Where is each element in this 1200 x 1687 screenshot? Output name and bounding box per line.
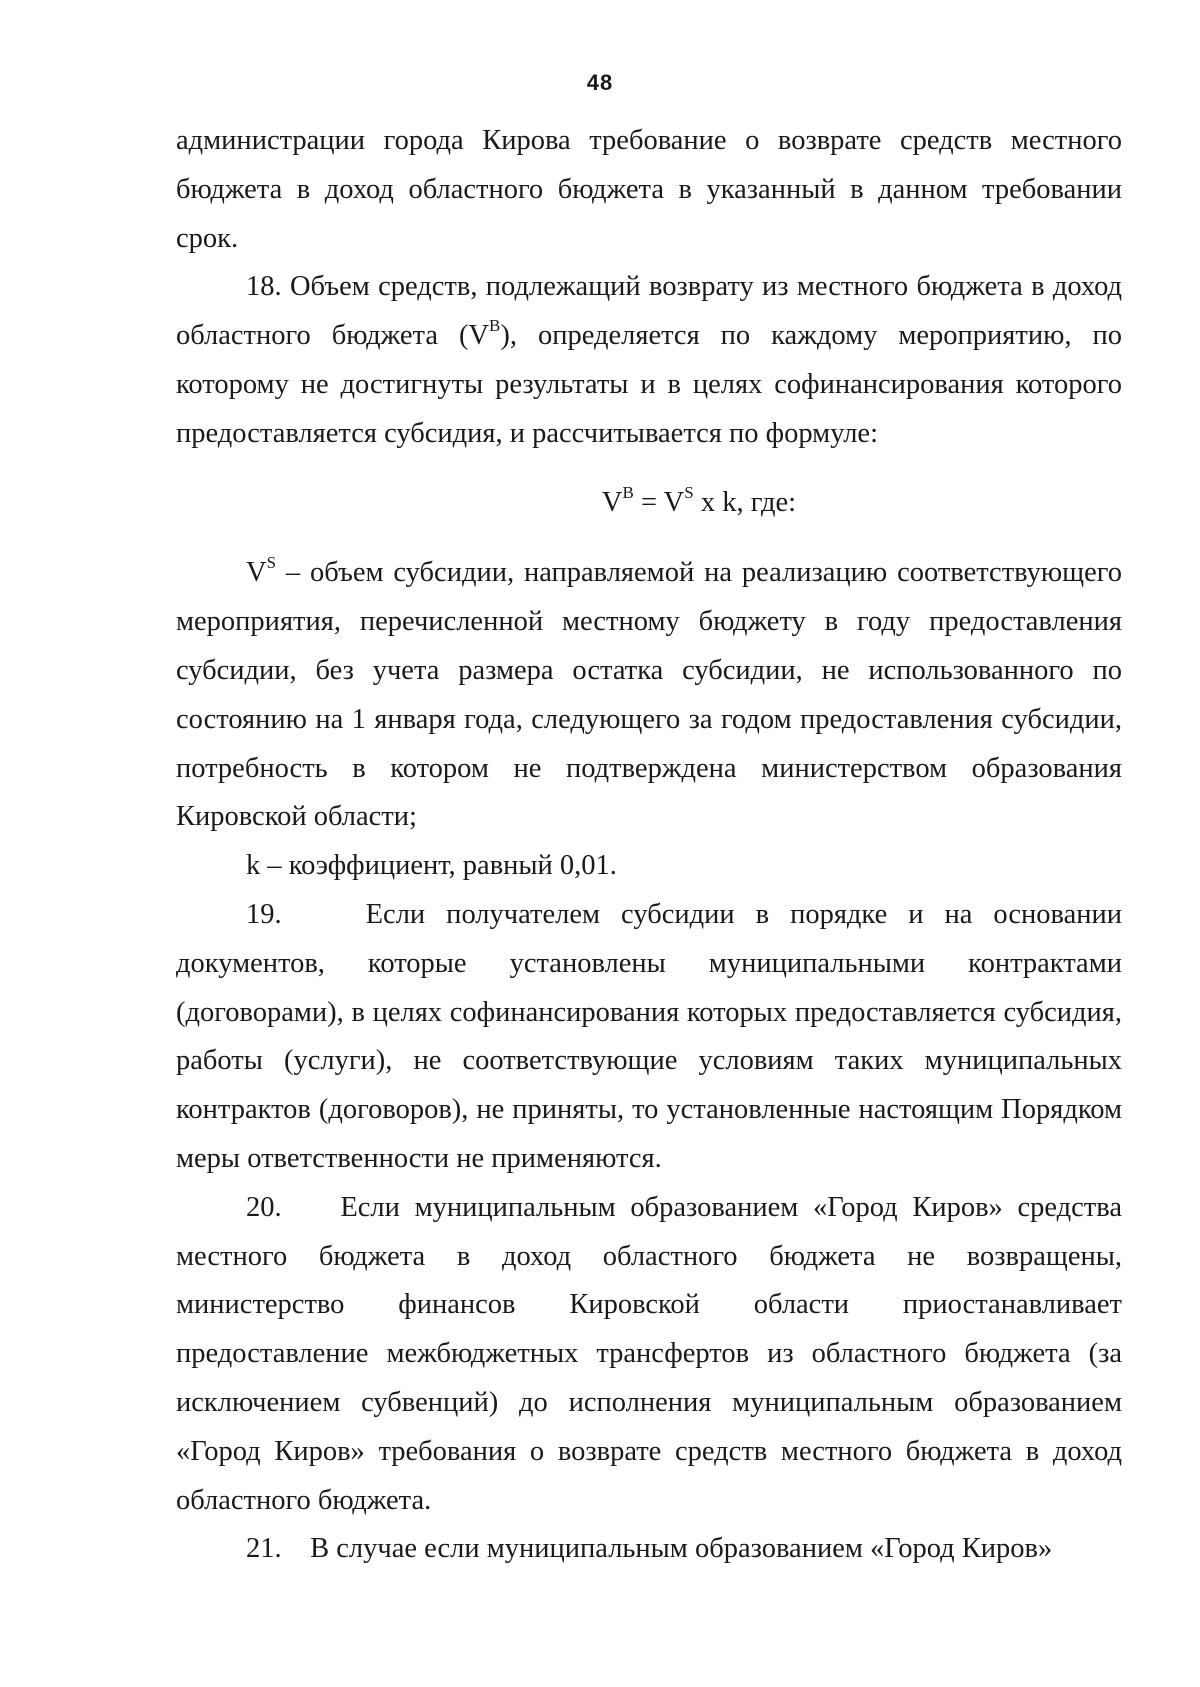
formula (176, 459, 1122, 550)
vs-def-v: V (246, 557, 267, 589)
paragraph-18-superscript: B (489, 316, 501, 336)
formula-eq: = V (633, 486, 685, 518)
vs-def-text: – объем субсидии, направляемой на реализацию соответствующего мероприятия, перечисленной местному бюджету в году предоставления субсидии, без учета размера остатка субсидии, не использованного по состоянию на 1 января года, следующего за годом предоставления субсидии, потребность в котором не подтверждена министерством образования Кировской области; (176, 557, 1122, 833)
vs-def-superscript: S (266, 553, 277, 573)
formula-sup-s: S (684, 482, 694, 502)
paragraph-vs-definition (176, 549, 1122, 842)
paragraph-18-lead: 18. Объем средств, подлежащий возврату из местного бюджета в доход областного бюджета (V (176, 271, 1122, 352)
document-body (176, 117, 1130, 1574)
paragraph-19: 19. Если получателем субсидии в порядке и на основании документов, которые установлены муниципальными контрактами (договорами), в целях софинансирования которых предоставляется субсидия, работы (услуги), не соответствующие условиям таких муниципальных контрактов (договоров), не приняты, то установленные настоящим Порядком меры ответственности не применяются. (176, 898, 1130, 1174)
page-number: 48 (586, 70, 614, 95)
paragraph-k-definition: k – коэффициент, равный 0,01. (246, 850, 617, 882)
paragraph-continuation: администрации города Кирова требование о возврате средств местного бюджета в доход областного бюджета в указанный в данном требовании срок. (176, 125, 1122, 254)
paragraph-21: 21. В случае если муниципальным образованием «Город Киров» (246, 1533, 1053, 1565)
formula-tail: x k, где: (693, 486, 797, 518)
paragraph-18 (176, 263, 1122, 458)
formula-sup-b: B (622, 482, 634, 502)
formula-v: V (601, 486, 623, 518)
paragraph-18-tail: ), определяется по каждому мероприятию, по которому не достигнуты результаты и в целях софинансирования которого предоставляется субсидия, и рассчитывается по формуле: (176, 320, 1122, 449)
paragraph-20: 20. Если муниципальным образованием «Город Киров» средства местного бюджета в доход областного бюджета не возвращены, министерство финансов Кировской области приостанавливает предоставление межбюджетных трансфертов из областного бюджета (за исключением субвенций) до исполнения муниципальным образованием «Город Киров» требования о возврате средств местного бюджета в доход областного бюджета. (176, 1191, 1130, 1516)
